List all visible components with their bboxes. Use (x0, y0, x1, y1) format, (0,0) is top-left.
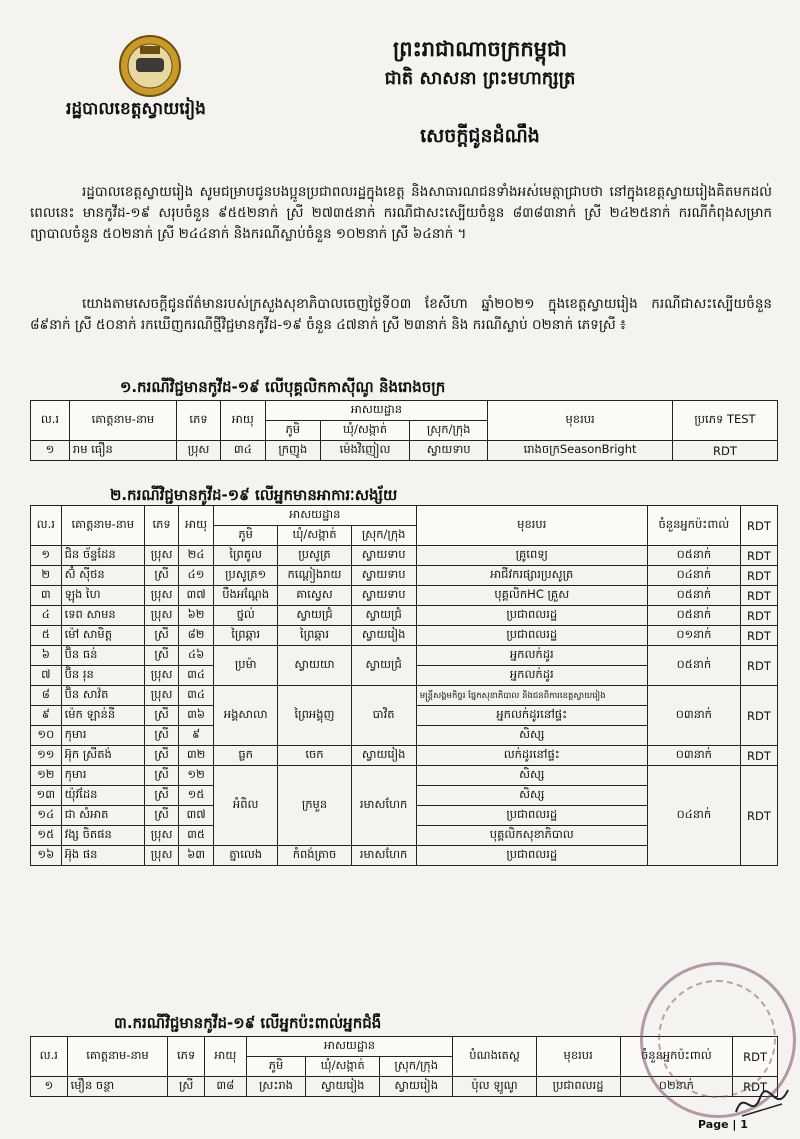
cell-district: ស្វាយរៀង (351, 626, 416, 646)
cell-commune: កំពង់ត្រាច (278, 846, 351, 866)
cell-district: រមាសហែក (351, 846, 416, 866)
cell-district: បាវិត (351, 686, 416, 746)
col-name: គោត្តនាម-នាម (67, 1037, 168, 1077)
cell-district: ស្វាយរៀង (380, 1077, 453, 1097)
col-contacts: ចំនួនអ្នកប៉ះពាល់ (620, 1037, 733, 1077)
cell-no: ១២ (31, 766, 62, 786)
table-row (31, 586, 778, 606)
cell-contacts: ០៣នាក់ (647, 686, 740, 746)
cell-no: ១៣ (31, 786, 62, 806)
notice-title: សេចក្តីជូនដំណឹង (420, 125, 540, 147)
cell-job: ប្រជាពលរដ្ឋ (416, 806, 647, 826)
cell-commune: ម៉េងវិញៀល (321, 441, 410, 461)
issuing-office: រដ្ឋបាលខេត្តស្វាយរៀង (66, 99, 206, 119)
cell-age: ៣៧ (179, 806, 214, 826)
col-sex: ភេទ (168, 1037, 205, 1077)
cell-job: អាជីវករផ្សារប្រសូត្រ (416, 566, 647, 586)
cell-name: ឡុង ហៃ (61, 586, 144, 606)
cell-name: ទេព សាមន (61, 606, 144, 626)
cell-name: យ៉ុវដែន (61, 786, 144, 806)
cell-rdt: RDT (740, 766, 777, 866)
cell-commune: កណ្តៀងរាយ (278, 566, 351, 586)
cell-job: ប្រជាពលរដ្ឋ (416, 626, 647, 646)
cell-district: ស្វាយរៀង (351, 746, 416, 766)
cell-village: ធ្លក (213, 746, 278, 766)
cell-commune: ក្រមួន (278, 766, 351, 846)
cell-test: RDT (672, 441, 777, 461)
cell-job: សិស្ស (416, 766, 647, 786)
cell-job: ប្រជាពលរដ្ឋ (536, 1077, 620, 1097)
cell-age: ៣២ (179, 746, 214, 766)
col-contacts: ចំនួនអ្នកប៉ះពាល់ (647, 506, 740, 546)
cell-village: ប្រសូត្រ១ (213, 566, 278, 586)
col-district: ស្រុក/ក្រុង (380, 1057, 453, 1077)
cell-commune: គាស្វេស (278, 586, 351, 606)
cell-job: សិស្ស (416, 786, 647, 806)
cell-name: ជា សំអាត (61, 806, 144, 826)
cell-rdt: RDT (740, 686, 777, 746)
cell-age: ៦៣ (179, 846, 214, 866)
cell-name: រាម ធឿន (69, 441, 176, 461)
col-village: ភូមិ (246, 1057, 305, 1077)
cell-village: ត្នាលេង (213, 846, 278, 866)
cell-village: ក្រញូង (265, 441, 320, 461)
table-row (31, 626, 778, 646)
cell-job: មន្ត្រីសង្គមកិច្ចរ ផ្នែកសុខាភិបាល និងជនពិការខេត្តស្វាយរៀង (416, 686, 647, 706)
cell-job: អ្នកលក់ដូរ (416, 666, 647, 686)
table-row (31, 686, 778, 706)
cell-rdt: RDT (740, 646, 777, 686)
cell-sex: ស្រី (144, 786, 178, 806)
cell-sex: ប្រុស (144, 666, 178, 686)
cell-job: បុគ្គលិកHC គ្រួស (416, 586, 647, 606)
table-row (31, 746, 778, 766)
cell-sex: ស្រី (144, 706, 178, 726)
official-seal-inner-ring (658, 980, 776, 1098)
col-address: អាសយដ្ឋាន (265, 401, 488, 421)
cell-name: វង្ស ចិតផន (61, 826, 144, 846)
table-row (31, 766, 778, 786)
cell-district: ស្វាយទាប (351, 586, 416, 606)
cell-no: ១ (31, 546, 62, 566)
cell-name: អ៊ុង ផន (61, 846, 144, 866)
cell-sex: ស្រី (144, 566, 178, 586)
cell-contacts: ០៥នាក់ (647, 586, 740, 606)
cell-commune: ប្រសូត្រ (278, 546, 351, 566)
cell-job: លក់ដូរនៅផ្ទះ (416, 746, 647, 766)
cell-job: ប្រជាពលរដ្ឋ (416, 606, 647, 626)
page-number: Page | 1 (698, 1118, 748, 1131)
col-job: មុខរបរ (416, 506, 647, 546)
cell-no: ១១ (31, 746, 62, 766)
cell-contacts: ០៣នាក់ (647, 746, 740, 766)
cell-age: ៣៤ (221, 441, 265, 461)
table-row (31, 566, 778, 586)
cell-no: ៥ (31, 626, 62, 646)
cell-district: រមាសហែក (351, 766, 416, 846)
cell-commune: ព្រៃឆ្ការ (278, 626, 351, 646)
cell-age: ៤១ (179, 566, 214, 586)
cell-no: ១ (31, 1077, 68, 1097)
cell-contacts: ០៥នាក់ (647, 646, 740, 686)
col-test: ប្រភេទ TEST (672, 401, 777, 441)
cell-name: កុមារ (61, 726, 144, 746)
intro-paragraph-2: យោងតាមសេចក្តីជូនព័ត៌មានរបស់ក្រសួងសុខាភិបាលចេញថ្ងៃទី០៣ ខែសីហា ឆ្នាំ២០២១ ក្នុងខេត្តស្វាយរៀង ករណីជាសះស្បើយចំនួន ៨៩នាក់ ស្រី ៥០នាក់ រកឃើញករណីថ្មីវិជ្ជមានកូវីដ-១៩ ចំនួន ៤៧នាក់ ស្រី ២៣នាក់ និង ករណីស្លាប់ ០២នាក់ ភេទស្រី ៖ (30, 296, 772, 333)
cell-age: ៣៨ (204, 1077, 246, 1097)
cell-name: កុមារ (61, 766, 144, 786)
cell-name: ប៊ិន ធន់ (61, 646, 144, 666)
section-2-table (30, 505, 778, 866)
cell-village: ព្រៃតូល (213, 546, 278, 566)
table-row (31, 546, 778, 566)
col-link: បំណងតេស្ត (453, 1037, 536, 1077)
section-1-table (30, 400, 778, 461)
cell-contacts: ០៥នាក់ (647, 606, 740, 626)
col-village: ភូមិ (265, 421, 320, 441)
cell-no: ៤ (31, 606, 62, 626)
cell-sex: ប្រុស (144, 606, 178, 626)
cell-job: សិស្ស (416, 726, 647, 746)
cell-no: ១៦ (31, 846, 62, 866)
cell-name: ម៉េក ឡាន់នី (61, 706, 144, 726)
cell-no: ១៤ (31, 806, 62, 826)
col-district: ស្រុក/ក្រុង (410, 421, 488, 441)
kingdom-title: ព្រះរាជាណាចក្រកម្ពុជា (392, 37, 567, 61)
cell-name: ម៉ៅ សាមិត្ត (61, 626, 144, 646)
col-commune: ឃុំ/សង្កាត់ (278, 526, 351, 546)
cell-rdt: RDT (740, 586, 777, 606)
cell-age: ១២ (179, 766, 214, 786)
cell-sex: ស្រី (144, 646, 178, 666)
col-commune: ឃុំ/សង្កាត់ (306, 1057, 380, 1077)
cell-sex: ប្រុស (144, 846, 178, 866)
col-no: ល.រ (31, 1037, 68, 1077)
col-age: អាយុ (204, 1037, 246, 1077)
cell-district: ស្វាយជ្រំ (351, 606, 416, 626)
col-rdt: RDT (733, 1037, 778, 1077)
col-name: គោត្តនាម-នាម (61, 506, 144, 546)
col-job: មុខរបរ (536, 1037, 620, 1077)
col-sex: ភេទ (144, 506, 178, 546)
cell-no: ៨ (31, 686, 62, 706)
cell-no: ២ (31, 566, 62, 586)
cell-district: ស្វាយទាប (351, 566, 416, 586)
col-no: ល.រ (31, 506, 62, 546)
col-age: អាយុ (179, 506, 214, 546)
cell-name: ស៊ំ ស៊ីថន (61, 566, 144, 586)
cell-sex: ស្រី (144, 726, 178, 746)
col-address: អាសយដ្ឋាន (213, 506, 416, 526)
cell-village: ថ្នល់ (213, 606, 278, 626)
cell-name: ប៊ិន រុន (61, 666, 144, 686)
col-rdt: RDT (740, 506, 777, 546)
col-job: មុខរបរ (488, 401, 673, 441)
col-sex: ភេទ (176, 401, 220, 441)
cell-age: ៨២ (179, 626, 214, 646)
cell-contacts: ០១នាក់ (647, 626, 740, 646)
table-row (31, 606, 778, 626)
cell-district: ស្វាយទាប (410, 441, 488, 461)
cell-name: មឿន ចន្ថា (67, 1077, 168, 1097)
cell-sex: ប្រុស (144, 586, 178, 606)
cell-rdt: RDT (740, 546, 777, 566)
cell-sex: ប្រុស (144, 686, 178, 706)
table-row (31, 441, 778, 461)
cell-sex: ប្រុស (144, 546, 178, 566)
cell-no: ១០ (31, 726, 62, 746)
cell-no: ៧ (31, 666, 62, 686)
cell-job: អ្នកលក់ដូរ (416, 646, 647, 666)
table-row (31, 646, 778, 666)
cell-village: ស្រះរាង (246, 1077, 305, 1097)
cell-age: ៩ (179, 726, 214, 746)
cell-village: ព្រៃឆ្ការ (213, 626, 278, 646)
cell-rdt: RDT (740, 566, 777, 586)
signature-icon (732, 1082, 792, 1122)
cell-rdt: RDT (740, 606, 777, 626)
cell-age: ៦២ (179, 606, 214, 626)
cell-village: អំពិល (213, 766, 278, 846)
cell-commune: ស្វាយយា (278, 646, 351, 686)
cell-no: ១៥ (31, 826, 62, 846)
intro-paragraph-1: រដ្ឋបាលខេត្តស្វាយរៀង សូមជម្រាបជូនបងប្អូនប្រជាពលរដ្ឋក្នុងខេត្ត និងសាធារណជនទាំងអស់មេត្តាជ្រាបថា នៅក្នុងខេត្តស្វាយរៀងគិតមកដល់ពេលនេះ មានកូវីដ-១៩ សរុបចំនួន ៩៥៥២នាក់ ស្រី ២៧៣៥នាក់ ករណីជាសះស្បើយចំនួន ៨៣៨៣នាក់ ស្រី ២៤២៥នាក់ ករណីកំពុងសម្រាកព្យាបាលចំនួន ៥០២នាក់ ស្រី ២៤៤នាក់ និងករណីស្លាប់ចំនួន ១០២នាក់ ស្រី ៦៤នាក់ ។ (30, 184, 772, 242)
cell-name: អ៊ុក ស្រីតង់ (61, 746, 144, 766)
cell-village: ប្រម៉ា (213, 646, 278, 686)
cell-no: ១ (31, 441, 70, 461)
cell-age: ៤៦ (179, 646, 214, 666)
cell-sex: ប្រុស (176, 441, 220, 461)
cell-contacts: ០៤នាក់ (647, 766, 740, 866)
cell-no: ៣ (31, 586, 62, 606)
cell-contacts: ០៤នាក់ (647, 566, 740, 586)
cell-village: អង្គសាលា (213, 686, 278, 746)
cell-age: ៣៤ (179, 686, 214, 706)
cell-district: ស្វាយជ្រំ (351, 646, 416, 686)
cell-rdt: RDT (733, 1077, 778, 1097)
cell-sex: ស្រី (144, 766, 178, 786)
cell-age: ៣៧ (179, 586, 214, 606)
cell-contacts: ០៥នាក់ (647, 546, 740, 566)
col-commune: ឃុំ/សង្កាត់ (321, 421, 410, 441)
cell-village: បឹងអណ្តែង (213, 586, 278, 606)
cell-name: ប៊ិន សាវ៉ត (61, 686, 144, 706)
national-motto: ជាតិ សាសនា ព្រះមហាក្សត្រ (384, 68, 576, 89)
cell-job: គ្រូពេទ្យ (416, 546, 647, 566)
cell-commune: ស្វាយរៀង (306, 1077, 380, 1097)
section-1-title: ១.ករណីវិជ្ជមានកូវីដ-១៩ លើបុគ្គលិកកាស៊ីណូ និងរោងចក្រ (120, 378, 446, 396)
cell-name: ជិន ច័ន្ទដែន (61, 546, 144, 566)
cell-rdt: RDT (740, 626, 777, 646)
col-village: ភូមិ (213, 526, 278, 546)
cell-sex: ស្រី (144, 746, 178, 766)
col-address: អាសយដ្ឋាន (246, 1037, 453, 1057)
cell-sex: ស្រី (144, 626, 178, 646)
col-name: គោត្តនាម-នាម (69, 401, 176, 441)
section-2-title: ២.ករណីវិជ្ជមានកូវីដ-១៩ លើអ្នកមានអាការៈសង្ស័យ (110, 486, 398, 504)
cell-sex: ស្រី (168, 1077, 205, 1097)
cell-job: អ្នកលក់ដូរនៅផ្ទះ (416, 706, 647, 726)
cell-commune: ស្វាយជ្រំ (278, 606, 351, 626)
cell-job: រោងចក្រSeasonBright (488, 441, 673, 461)
cell-age: ៣៦ (179, 706, 214, 726)
col-no: ល.រ (31, 401, 70, 441)
cell-contacts: ០២នាក់ (620, 1077, 733, 1097)
cell-age: ១៥ (179, 786, 214, 806)
cell-commune: ព្រៃអង្គុញ (278, 686, 351, 746)
cell-no: ៩ (31, 706, 62, 726)
cell-age: ២៤ (179, 546, 214, 566)
cell-link: ប៉ុល ឡូណូ (453, 1077, 536, 1097)
col-age: អាយុ (221, 401, 265, 441)
cell-district: ស្វាយទាប (351, 546, 416, 566)
cell-rdt: RDT (740, 746, 777, 766)
cell-commune: ចេក (278, 746, 351, 766)
cell-job: បុគ្គលិកសុខាភិបាល (416, 826, 647, 846)
section-3-title: ៣.ករណីវិជ្ជមានកូវីដ-១៩ លើអ្នកប៉ះពាល់អ្នកជំងឺ (114, 1014, 382, 1032)
cell-age: ៣៤ (179, 666, 214, 686)
cell-job: ប្រជាពលរដ្ឋ (416, 846, 647, 866)
cell-age: ៣៥ (179, 826, 214, 846)
cell-sex: ស្រី (144, 806, 178, 826)
cell-no: ៦ (31, 646, 62, 666)
cell-sex: ប្រុស (144, 826, 178, 846)
col-district: ស្រុក/ក្រុង (351, 526, 416, 546)
